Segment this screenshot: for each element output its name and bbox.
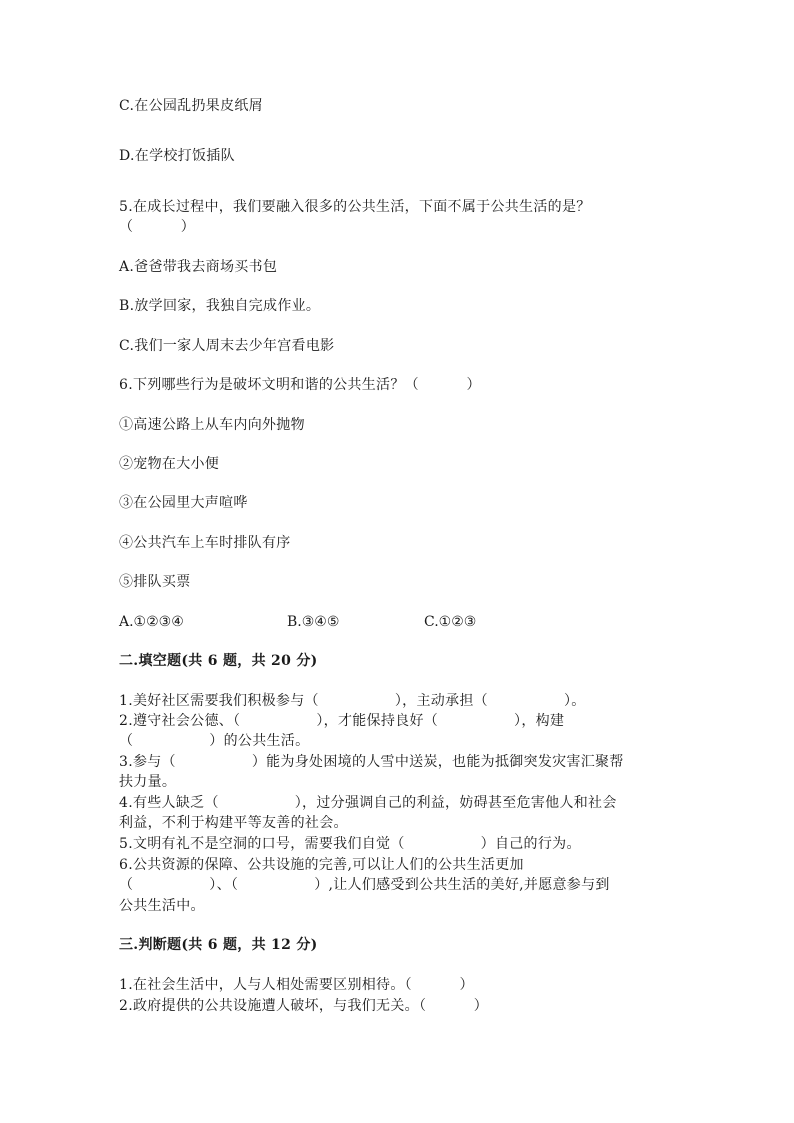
q6-item-3: ③在公园里大声喧哗 <box>119 495 248 511</box>
judge-line-1: 1.在社会生活中，人与人相处需要区别相待。（ ） <box>119 977 474 993</box>
q6-option-a: A.①②③④ <box>119 614 184 630</box>
q6-item-5: ⑤排队买票 <box>119 574 191 590</box>
fill-line-2: 2.遵守社会公德、（ ），才能保持良好（ ），构建 <box>119 713 565 729</box>
section3-heading: 三.判断题(共 6 题，共 12 分) <box>119 937 318 953</box>
fill-line-1: 1.美好社区需要我们积极参与（ ），主动承担（ ）。 <box>119 693 586 709</box>
fill-line-8: 5.文明有礼不是空洞的口号，需要我们自觉（ ）自己的行为。 <box>119 836 581 852</box>
fill-line-4: 3.参与（ ）能为身处困境的人雪中送炭，也能为抵御突发灾害汇聚帮 <box>119 754 624 770</box>
q6-option-c: C.①②③ <box>424 614 477 630</box>
section2-heading: 二.填空题(共 6 题，共 20 分) <box>119 653 318 669</box>
q4-option-d: D.在学校打饭插队 <box>119 148 235 164</box>
judge-line-2: 2.政府提供的公共设施遭人破坏，与我们无关。（ ） <box>119 998 489 1014</box>
fill-line-10: （ ）、（ ）,让人们感受到公共生活的美好,并愿意参与到 <box>119 877 610 893</box>
fill-line-5: 扶力量。 <box>119 774 177 790</box>
fill-line-9: 6.公共资源的保障、公共设施的完善,可以让人们的公共生活更加 <box>119 857 524 873</box>
q6-option-b: B.③④⑤ <box>287 614 340 630</box>
q4-option-c: C.在公园乱扔果皮纸屑 <box>119 98 263 114</box>
fill-line-7: 利益，不利于构建平等友善的社会。 <box>119 815 348 831</box>
q5-option-b: B.放学回家，我独自完成作业。 <box>119 298 321 314</box>
q5-option-c: C.我们一家人周末去少年宫看电影 <box>119 338 335 354</box>
fill-line-11: 公共生活中。 <box>119 898 205 914</box>
q5-stem-line2: （ ） <box>119 219 196 235</box>
q5-option-a: A.爸爸带我去商场买书包 <box>119 259 278 275</box>
q6-stem: 6.下列哪些行为是破坏文明和谐的公共生活？（ ） <box>119 377 481 393</box>
fill-line-6: 4.有些人缺乏（ ），过分强调自己的利益，妨碍甚至危害他人和社会 <box>119 795 617 811</box>
q6-item-4: ④公共汽车上车时排队有序 <box>119 535 291 551</box>
fill-line-3: （ ）的公共生活。 <box>119 733 310 749</box>
q6-item-1: ①高速公路上从车内向外抛物 <box>119 417 305 433</box>
q6-item-2: ②宠物在大小便 <box>119 456 220 472</box>
q5-stem-line1: 5.在成长过程中，我们要融入很多的公共生活，下面不属于公共生活的是？ <box>119 199 591 215</box>
